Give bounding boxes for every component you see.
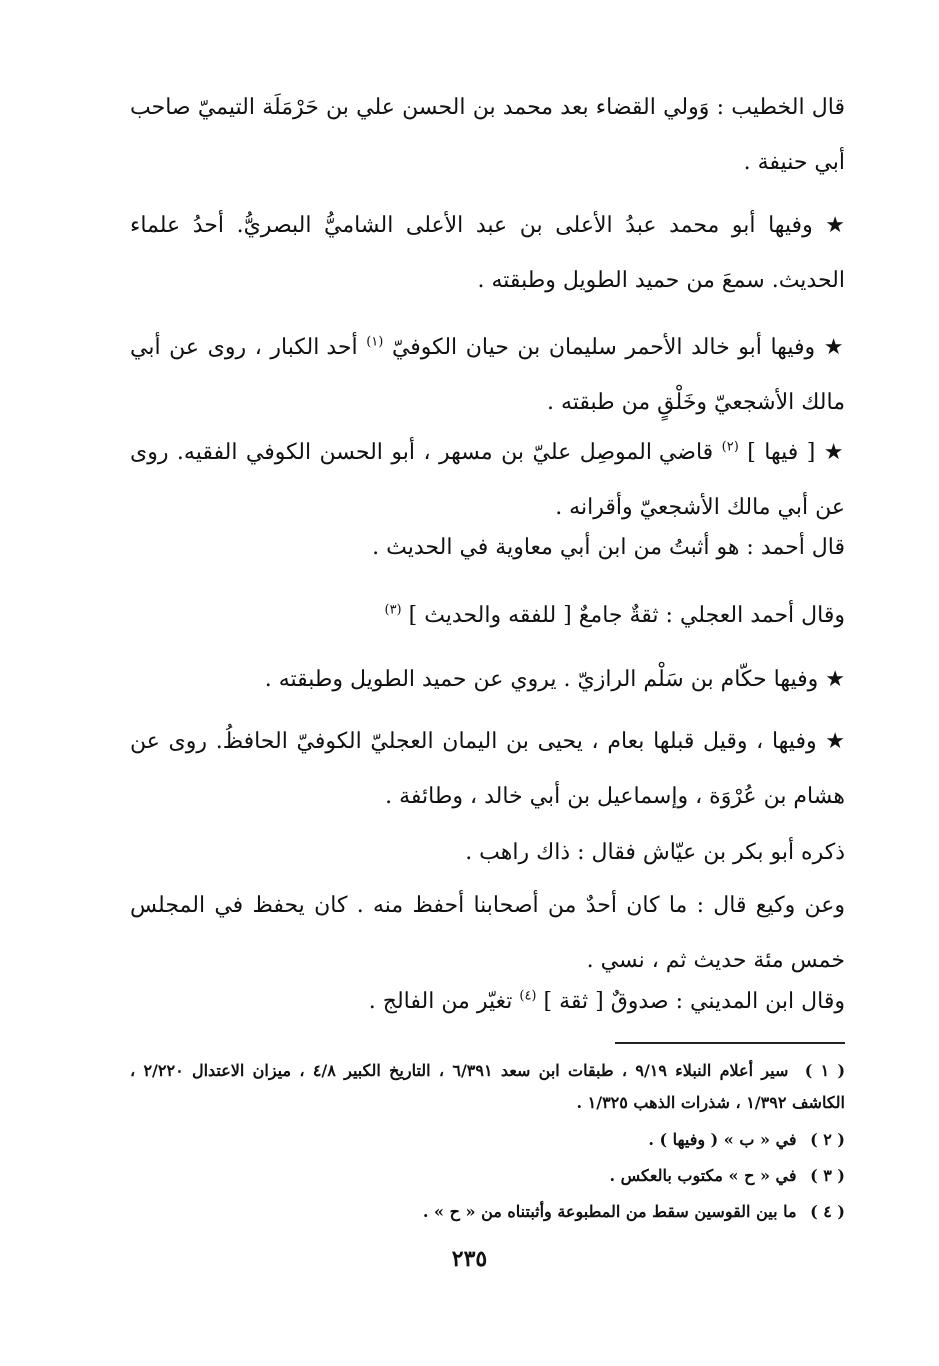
document-page (130, 80, 845, 1300)
paragraph-text: ★ [ فيها ] (747, 440, 845, 465)
paragraph-khatib (130, 80, 845, 190)
footnote-number: ( ١ ) (804, 1061, 846, 1080)
paragraph-text: تغيّر من الفالج . (368, 989, 513, 1014)
paragraph-hakkam (130, 652, 845, 707)
footnote-marker-2[interactable]: (٢) (721, 439, 739, 455)
paragraph-abu-bakr (130, 825, 845, 880)
footnote-number: ( ٢ ) (810, 1130, 845, 1149)
footnote-number: ( ٤ ) (810, 1202, 845, 1221)
footnote-text: ما بين القوسين سقط من المطبوعة وأثبتناه من « ح » . (422, 1202, 797, 1221)
paragraph-ali-bin-mushir (130, 425, 845, 535)
footnote-text: سير أعلام النبلاء ٩/١٩ ، طبقات ابن سعد ٦/٣٩١ ، التاريخ الكبير ٤/٨ ، ميزان الاعتدال ٢/٢٢٠ ، الكاشف ١/٣٩٢ ، شذرات الذهب ١/٣٢٥ . (130, 1061, 845, 1112)
footnote-2 (130, 1124, 845, 1156)
paragraph-yahya-bin-yaman (130, 714, 845, 824)
paragraph-text: ★ وفيها أبو خالد الأحمر سليمان بن حيان الكوفيّ (391, 335, 846, 360)
paragraph-ibn-madini (130, 974, 845, 1029)
footnote-divider (615, 1042, 845, 1044)
footnote-3 (130, 1160, 845, 1192)
paragraph-abd-al-ala (130, 198, 845, 308)
paragraph-text: ★ وفيها ، وقيل قبلها بعام ، يحيى بن اليمان العجليّ الكوفيّ الحافظُ. روى عن هشام بن عُرْوَة ، وإسماعيل بن أبي خالد ، وطائفة . (130, 729, 845, 809)
paragraph-ahmad-quote (130, 520, 845, 575)
paragraph-ijli-quote (130, 588, 845, 643)
paragraph-waki (130, 878, 845, 988)
paragraph-text: أحد الكبار ، روى عن أبي مالك الأشجعيّ وخَلْقٍ من طبقته . (130, 335, 845, 415)
paragraph-text: قال أحمد : هو أثبتُ من ابن أبي معاوية في الحديث . (372, 535, 845, 560)
page-number: ٢٣٥ (451, 1246, 488, 1272)
paragraph-text: قاضي الموصِل عليّ بن مسهر ، أبو الحسن الكوفي الفقيه. روى عن أبي مالك الأشجعيّ وأقرانه . (130, 440, 845, 520)
paragraph-text: وقال ابن المديني : صدوقٌ [ ثقة ] (543, 989, 845, 1014)
footnote-text: في « ب » ( وفيها ) . (648, 1130, 797, 1149)
footnote-marker-1[interactable]: (١) (366, 334, 384, 350)
footnote-marker-3[interactable]: (٣) (384, 602, 402, 618)
footnote-1 (130, 1055, 845, 1119)
paragraph-text: قال الخطيب : وَولي القضاء بعد محمد بن الحسن علي بن حَرْمَلَة التيميّ صاحب أبي حنيفة . (130, 95, 845, 175)
footnote-4 (130, 1196, 845, 1228)
footnote-text: في « ح » مكتوب بالعكس . (609, 1166, 797, 1185)
footnote-marker-4[interactable]: (٤) (519, 988, 537, 1004)
paragraph-abu-khalid (130, 320, 845, 430)
paragraph-text: ★ وفيها أبو محمد عبدُ الأعلى بن عبد الأعلى الشاميُّ البصريُّ. أحدُ علماء الحديث. سمعَ من حميد الطويل وطبقته . (130, 213, 845, 293)
paragraph-text: وعن وكيع قال : ما كان أحدٌ من أصحابنا أحفظ منه . كان يحفظ في المجلس خمس مئة حديث ثم ، نسي . (130, 893, 845, 973)
paragraph-text: ذكره أبو بكر بن عيّاش فقال : ذاك راهب . (465, 840, 845, 865)
paragraph-text: وقال أحمد العجلي : ثقةٌ جامعٌ [ للفقه والحديث ] (408, 603, 845, 628)
footnote-number: ( ٣ ) (810, 1166, 845, 1185)
paragraph-text: ★ وفيها حكّام بن سَلْم الرازيّ . يروي عن حميد الطويل وطبقته . (264, 667, 845, 692)
